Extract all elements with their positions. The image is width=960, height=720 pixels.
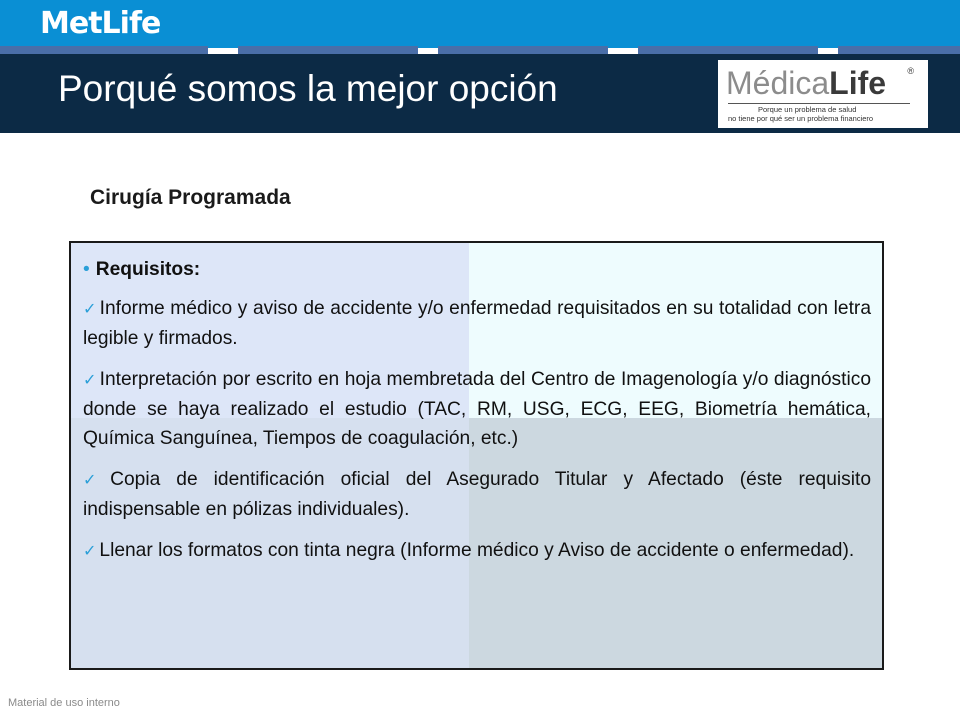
requirement-item: [83, 365, 871, 453]
logo-tagline-line1: Porque un problema de salud: [758, 105, 857, 114]
requirement-item: [83, 465, 871, 524]
section-subtitle: Cirugía Programada: [90, 186, 291, 209]
requirement-text: Interpretación por escrito en hoja membretada del Centro de Imagenología y/o diagnóstico donde se haya realizado el estudio (TAC, RM, USG, ECG, EEG, Biometría hemática, Química Sanguínea, Tiempos de coagulación, etc.): [83, 369, 872, 449]
requirement-item: [83, 294, 871, 353]
logo-tagline: [728, 105, 923, 123]
requirement-text: Informe médico y aviso de accidente y/o enfermedad requisitados en su totalidad con letra legible y firmados.: [83, 298, 871, 349]
requirements-heading: [83, 255, 871, 284]
requirements-heading-label: Requisitos:: [95, 259, 201, 280]
checkmark-icon: ✓: [83, 543, 97, 560]
bullet-dot-icon: •: [83, 259, 90, 280]
logo-divider: [728, 103, 910, 104]
registered-mark: ®: [907, 66, 914, 76]
checkmark-icon: ✓: [83, 301, 97, 318]
checkmark-icon: ✓: [83, 472, 108, 489]
title-band: [0, 54, 960, 133]
requirement-text: Copia de identificación oficial del Asegurado Titular y Afectado (éste requisito indispensable en pólizas individuales).: [83, 469, 872, 520]
logo-tagline-line2: no tiene por qué ser un problema financiero: [728, 114, 874, 123]
checkmark-icon: ✓: [83, 372, 97, 389]
footer-note: Material de uso interno: [8, 697, 120, 709]
logo-name-part2: Life: [829, 65, 887, 101]
slide-title: Porqué somos la mejor opción: [58, 68, 558, 109]
logo-name-part1: Médica: [726, 65, 830, 101]
requirements-box: [69, 241, 884, 670]
medicalife-logo: [718, 60, 928, 128]
metlife-logo: MetLife: [40, 6, 161, 41]
requirement-text: Llenar los formatos con tinta negra (Informe médico y Aviso de accidente o enfermedad).: [99, 540, 855, 561]
accent-stripes: [0, 46, 960, 54]
requirement-item: [83, 536, 871, 566]
requirements-content: [83, 255, 871, 578]
top-brand-band: [0, 0, 960, 48]
